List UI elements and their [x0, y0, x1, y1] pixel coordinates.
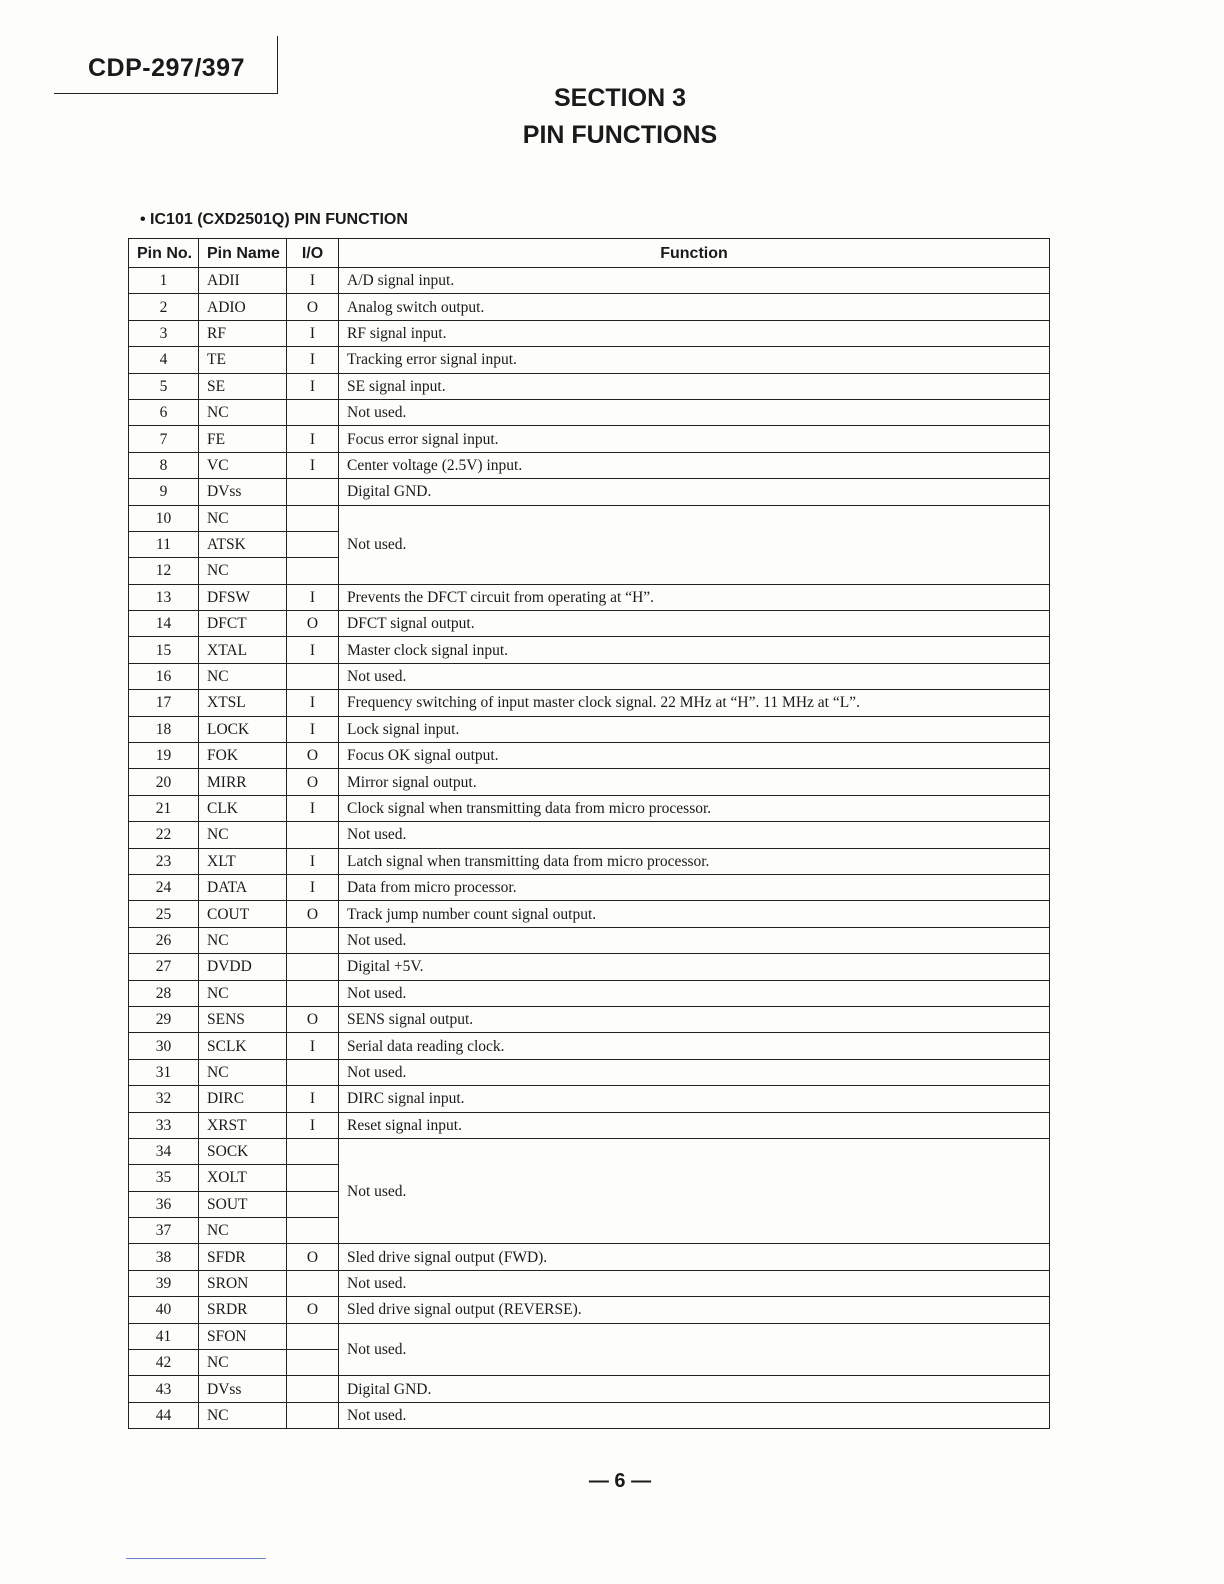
pin-name-cell: COUT	[199, 901, 287, 927]
pin-number-cell: 17	[129, 690, 199, 716]
pin-number-cell: 2	[129, 294, 199, 320]
pin-name-cell: NC	[199, 1059, 287, 1085]
pin-number-cell: 37	[129, 1218, 199, 1244]
table-row	[129, 584, 1050, 610]
table-row	[129, 822, 1050, 848]
pin-io-cell	[287, 1323, 339, 1349]
pin-number-cell: 41	[129, 1323, 199, 1349]
table-row	[129, 690, 1050, 716]
pin-function-cell: Digital +5V.	[339, 954, 1050, 980]
pin-function-cell: Digital GND.	[339, 1376, 1050, 1402]
page-title: PIN FUNCTIONS	[522, 121, 718, 149]
pin-function-cell: Latch signal when transmitting data from micro processor.	[339, 848, 1050, 874]
table-row	[129, 901, 1050, 927]
pin-io-cell: I	[287, 795, 339, 821]
pin-function-cell: Not used.	[339, 505, 1050, 584]
table-row	[129, 769, 1050, 795]
pin-name-cell: ADII	[199, 268, 287, 294]
pin-io-cell: I	[287, 874, 339, 900]
pin-number-cell: 36	[129, 1191, 199, 1217]
pin-io-cell: I	[287, 347, 339, 373]
column-header-pin-no: Pin No.	[129, 239, 199, 268]
pin-io-cell: I	[287, 268, 339, 294]
pin-io-cell	[287, 1402, 339, 1428]
pin-number-cell: 33	[129, 1112, 199, 1138]
pin-name-cell: NC	[199, 980, 287, 1006]
pin-io-cell	[287, 531, 339, 557]
pin-io-cell: O	[287, 743, 339, 769]
pin-number-cell: 26	[129, 927, 199, 953]
table-row	[129, 1402, 1050, 1428]
pin-name-cell: XRST	[199, 1112, 287, 1138]
pin-name-cell: DVDD	[199, 954, 287, 980]
table-row	[129, 1059, 1050, 1085]
table-row	[129, 1244, 1050, 1270]
table-row	[129, 1086, 1050, 1112]
page-number: — 6 —	[588, 1470, 652, 1492]
pin-function-cell: Track jump number count signal output.	[339, 901, 1050, 927]
pin-name-cell: TE	[199, 347, 287, 373]
pin-io-cell: O	[287, 294, 339, 320]
table-row	[129, 716, 1050, 742]
pin-function-cell: Not used.	[339, 399, 1050, 425]
pin-number-cell: 19	[129, 743, 199, 769]
table-row	[129, 927, 1050, 953]
pin-name-cell: DATA	[199, 874, 287, 900]
pin-function-cell: Focus OK signal output.	[339, 743, 1050, 769]
pin-name-cell: CLK	[199, 795, 287, 821]
pin-name-cell: SENS	[199, 1006, 287, 1032]
pin-io-cell: I	[287, 320, 339, 346]
pin-io-cell	[287, 1165, 339, 1191]
pin-function-cell: Mirror signal output.	[339, 769, 1050, 795]
pin-function-cell: Master clock signal input.	[339, 637, 1050, 663]
pin-name-cell: FOK	[199, 743, 287, 769]
pin-io-cell: I	[287, 452, 339, 478]
pin-name-cell: SOCK	[199, 1138, 287, 1164]
table-row	[129, 268, 1050, 294]
pin-io-cell: I	[287, 1086, 339, 1112]
pin-io-cell	[287, 1350, 339, 1376]
pin-number-cell: 35	[129, 1165, 199, 1191]
pin-number-cell: 8	[129, 452, 199, 478]
pin-io-cell: I	[287, 690, 339, 716]
pin-function-cell: Digital GND.	[339, 479, 1050, 505]
pin-function-cell: Not used.	[339, 1323, 1050, 1376]
pin-function-cell: Clock signal when transmitting data from micro processor.	[339, 795, 1050, 821]
pin-function-cell: Lock signal input.	[339, 716, 1050, 742]
pin-name-cell: MIRR	[199, 769, 287, 795]
pin-io-cell: I	[287, 373, 339, 399]
pin-io-cell	[287, 399, 339, 425]
pin-number-cell: 42	[129, 1350, 199, 1376]
pin-function-cell: Not used.	[339, 1270, 1050, 1296]
pin-name-cell: SFDR	[199, 1244, 287, 1270]
table-row	[129, 1323, 1050, 1349]
pin-number-cell: 30	[129, 1033, 199, 1059]
pin-name-cell: SOUT	[199, 1191, 287, 1217]
pin-io-cell	[287, 479, 339, 505]
pin-io-cell: I	[287, 716, 339, 742]
pin-number-cell: 13	[129, 584, 199, 610]
table-row	[129, 874, 1050, 900]
pin-function-cell: DIRC signal input.	[339, 1086, 1050, 1112]
pin-name-cell: NC	[199, 1402, 287, 1428]
pin-number-cell: 4	[129, 347, 199, 373]
pin-number-cell: 15	[129, 637, 199, 663]
pin-number-cell: 14	[129, 611, 199, 637]
pin-function-cell: Prevents the DFCT circuit from operating at “H”.	[339, 584, 1050, 610]
pin-number-cell: 38	[129, 1244, 199, 1270]
table-row	[129, 1297, 1050, 1323]
pin-io-cell	[287, 1270, 339, 1296]
pin-number-cell: 31	[129, 1059, 199, 1085]
pin-io-cell	[287, 1138, 339, 1164]
pin-name-cell: NC	[199, 558, 287, 584]
table-row	[129, 426, 1050, 452]
table-row	[129, 663, 1050, 689]
pin-io-cell: O	[287, 1244, 339, 1270]
pin-name-cell: VC	[199, 452, 287, 478]
pin-name-cell: XTSL	[199, 690, 287, 716]
pin-function-cell: Sled drive signal output (REVERSE).	[339, 1297, 1050, 1323]
pin-name-cell: XLT	[199, 848, 287, 874]
pin-io-cell	[287, 822, 339, 848]
pin-io-cell	[287, 558, 339, 584]
pin-io-cell: O	[287, 1006, 339, 1032]
pin-name-cell: ADIO	[199, 294, 287, 320]
pin-name-cell: SRDR	[199, 1297, 287, 1323]
table-row	[129, 505, 1050, 531]
table-row	[129, 980, 1050, 1006]
pin-name-cell: FE	[199, 426, 287, 452]
table-row	[129, 1270, 1050, 1296]
pin-number-cell: 39	[129, 1270, 199, 1296]
pin-io-cell	[287, 505, 339, 531]
pin-number-cell: 16	[129, 663, 199, 689]
bottom-rule	[126, 1558, 266, 1559]
pin-name-cell: SE	[199, 373, 287, 399]
pin-function-cell: Analog switch output.	[339, 294, 1050, 320]
pin-name-cell: DFSW	[199, 584, 287, 610]
pin-io-cell	[287, 980, 339, 1006]
table-row	[129, 848, 1050, 874]
pin-function-cell: Not used.	[339, 663, 1050, 689]
model-number: CDP-297/397	[88, 54, 245, 82]
pin-number-cell: 5	[129, 373, 199, 399]
pin-number-cell: 20	[129, 769, 199, 795]
table-row	[129, 1112, 1050, 1138]
pin-function-cell: Not used.	[339, 822, 1050, 848]
pin-number-cell: 18	[129, 716, 199, 742]
table-header-row	[129, 239, 1050, 268]
table-row	[129, 1138, 1050, 1164]
table-row	[129, 479, 1050, 505]
pin-io-cell: O	[287, 611, 339, 637]
pin-number-cell: 10	[129, 505, 199, 531]
table-row	[129, 1033, 1050, 1059]
pin-io-cell: I	[287, 1033, 339, 1059]
pin-function-cell: Not used.	[339, 980, 1050, 1006]
pin-function-cell: Serial data reading clock.	[339, 1033, 1050, 1059]
pin-function-cell: SENS signal output.	[339, 1006, 1050, 1032]
table-row	[129, 743, 1050, 769]
pin-name-cell: NC	[199, 663, 287, 689]
pin-name-cell: XTAL	[199, 637, 287, 663]
pin-name-cell: DIRC	[199, 1086, 287, 1112]
pin-io-cell	[287, 954, 339, 980]
pin-function-table	[128, 238, 1050, 1429]
pin-function-cell: Not used.	[339, 927, 1050, 953]
table-row	[129, 1376, 1050, 1402]
table-row	[129, 1006, 1050, 1032]
pin-function-cell: Tracking error signal input.	[339, 347, 1050, 373]
pin-function-cell: Not used.	[339, 1402, 1050, 1428]
column-header-function: Function	[339, 239, 1050, 268]
pin-number-cell: 29	[129, 1006, 199, 1032]
table-row	[129, 399, 1050, 425]
pin-number-cell: 28	[129, 980, 199, 1006]
pin-io-cell: I	[287, 848, 339, 874]
pin-name-cell: RF	[199, 320, 287, 346]
table-row	[129, 452, 1050, 478]
table-row	[129, 347, 1050, 373]
pin-name-cell: DVss	[199, 479, 287, 505]
pin-function-cell: Sled drive signal output (FWD).	[339, 1244, 1050, 1270]
table-caption: • IC101 (CXD2501Q) PIN FUNCTION	[140, 211, 408, 228]
pin-number-cell: 6	[129, 399, 199, 425]
pin-name-cell: NC	[199, 1218, 287, 1244]
table-row	[129, 637, 1050, 663]
pin-name-cell: SRON	[199, 1270, 287, 1296]
pin-io-cell: I	[287, 426, 339, 452]
pin-function-cell: RF signal input.	[339, 320, 1050, 346]
table-row	[129, 373, 1050, 399]
pin-name-cell: SFON	[199, 1323, 287, 1349]
pin-number-cell: 12	[129, 558, 199, 584]
pin-name-cell: ATSK	[199, 531, 287, 557]
pin-io-cell: I	[287, 584, 339, 610]
pin-number-cell: 25	[129, 901, 199, 927]
pin-number-cell: 3	[129, 320, 199, 346]
pin-number-cell: 21	[129, 795, 199, 821]
pin-number-cell: 44	[129, 1402, 199, 1428]
pin-io-cell	[287, 1218, 339, 1244]
pin-function-cell: SE signal input.	[339, 373, 1050, 399]
pin-number-cell: 27	[129, 954, 199, 980]
pin-number-cell: 24	[129, 874, 199, 900]
pin-function-cell: Reset signal input.	[339, 1112, 1050, 1138]
pin-function-cell: Not used.	[339, 1059, 1050, 1085]
pin-name-cell: DFCT	[199, 611, 287, 637]
pin-function-table-wrapper	[128, 238, 1058, 1429]
pin-function-cell: DFCT signal output.	[339, 611, 1050, 637]
section-title: SECTION 3	[554, 84, 686, 112]
pin-function-cell: A/D signal input.	[339, 268, 1050, 294]
pin-io-cell: O	[287, 769, 339, 795]
pin-number-cell: 9	[129, 479, 199, 505]
pin-io-cell	[287, 663, 339, 689]
pin-io-cell	[287, 1191, 339, 1217]
pin-number-cell: 11	[129, 531, 199, 557]
pin-io-cell: I	[287, 637, 339, 663]
pin-name-cell: NC	[199, 822, 287, 848]
pin-number-cell: 7	[129, 426, 199, 452]
pin-name-cell: NC	[199, 927, 287, 953]
pin-function-cell: Data from micro processor.	[339, 874, 1050, 900]
table-row	[129, 320, 1050, 346]
pin-name-cell: NC	[199, 399, 287, 425]
pin-number-cell: 43	[129, 1376, 199, 1402]
pin-number-cell: 34	[129, 1138, 199, 1164]
pin-function-cell: Center voltage (2.5V) input.	[339, 452, 1050, 478]
pin-name-cell: NC	[199, 505, 287, 531]
table-row	[129, 611, 1050, 637]
table-row	[129, 795, 1050, 821]
pin-io-cell	[287, 1376, 339, 1402]
pin-io-cell: O	[287, 901, 339, 927]
table-row	[129, 294, 1050, 320]
pin-function-cell: Not used.	[339, 1138, 1050, 1244]
pin-io-cell	[287, 927, 339, 953]
pin-name-cell: LOCK	[199, 716, 287, 742]
pin-function-cell: Focus error signal input.	[339, 426, 1050, 452]
pin-number-cell: 1	[129, 268, 199, 294]
column-header-pin-name: Pin Name	[199, 239, 287, 268]
table-body	[129, 268, 1050, 1429]
pin-function-cell: Frequency switching of input master clock signal. 22 MHz at “H”. 11 MHz at “L”.	[339, 690, 1050, 716]
pin-number-cell: 32	[129, 1086, 199, 1112]
pin-name-cell: SCLK	[199, 1033, 287, 1059]
pin-name-cell: DVss	[199, 1376, 287, 1402]
pin-number-cell: 22	[129, 822, 199, 848]
pin-name-cell: NC	[199, 1350, 287, 1376]
pin-number-cell: 40	[129, 1297, 199, 1323]
pin-io-cell	[287, 1059, 339, 1085]
pin-number-cell: 23	[129, 848, 199, 874]
table-row	[129, 954, 1050, 980]
pin-io-cell: I	[287, 1112, 339, 1138]
pin-name-cell: XOLT	[199, 1165, 287, 1191]
column-header-io: I/O	[287, 239, 339, 268]
pin-io-cell: O	[287, 1297, 339, 1323]
